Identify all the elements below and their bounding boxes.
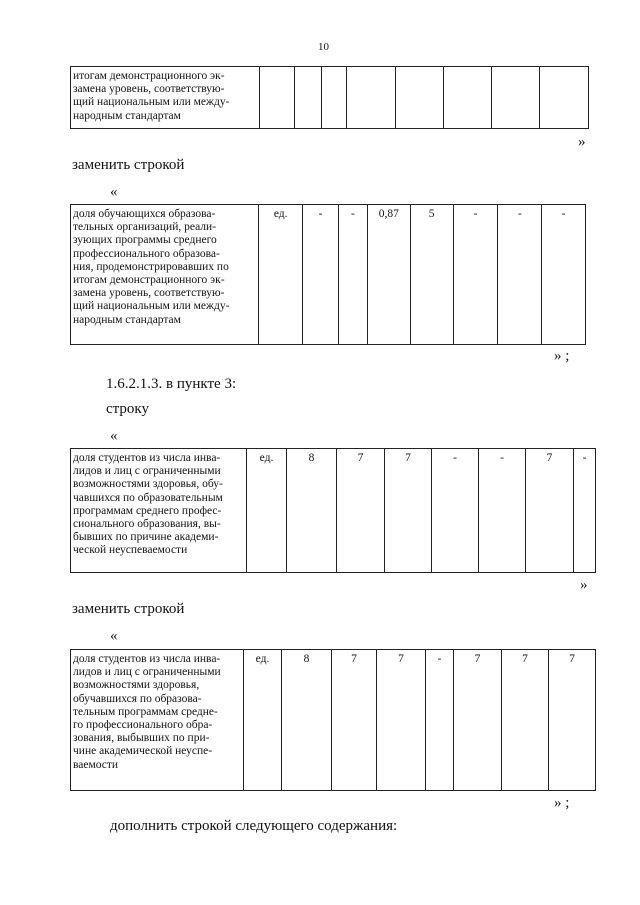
description-line: го профессионального обра- — [73, 719, 213, 732]
table-row-3 — [70, 448, 596, 573]
table-cell — [443, 67, 491, 128]
table-cell: - — [478, 449, 525, 572]
closing-quote: » — [580, 577, 588, 593]
table-cell: 7 — [384, 449, 431, 572]
description-line: программам среднего профес- — [73, 504, 222, 517]
table-cell: - — [431, 449, 478, 572]
replace-instruction: заменить строкой — [72, 157, 185, 173]
supplement-instruction: дополнить строкой следующего содержания: — [110, 818, 398, 834]
description-line: возможностями здоровья, — [73, 679, 200, 692]
row-description — [71, 205, 258, 344]
description-line: ваемости — [73, 758, 119, 771]
description-line: профессионального образова- — [73, 247, 220, 260]
description-line: сионального образования, вы- — [73, 518, 221, 531]
description-line: чине академической неуспе- — [73, 745, 213, 758]
table-cell — [346, 67, 395, 128]
description-line: итогам демонстрационного эк- — [73, 274, 225, 287]
table-cell: 8 — [281, 650, 331, 790]
table-cell: 7 — [331, 650, 376, 790]
description-line: народным стандартам — [73, 313, 181, 326]
row-description — [71, 650, 243, 790]
table-cell: 7 — [525, 449, 573, 572]
description-line: тельным программам средне- — [73, 705, 218, 718]
table-row-4 — [70, 649, 596, 791]
table-cell — [321, 67, 346, 128]
table-cell: 0,87 — [367, 205, 410, 344]
table-row-2 — [70, 204, 586, 345]
description-line: замена уровень, соответствую- — [73, 83, 225, 96]
table-row-1 — [70, 66, 589, 129]
table-cell: 8 — [286, 449, 336, 572]
description-line: доля обучающихся образова- — [73, 208, 216, 220]
table-cell: - — [453, 205, 498, 344]
table-cell — [491, 67, 539, 128]
row-description — [71, 449, 246, 572]
description-line: ния, продемонстрировавших по — [73, 260, 229, 273]
description-line: щий национальным или между- — [73, 96, 230, 109]
replace-instruction: заменить строкой — [72, 601, 185, 617]
row-description — [71, 67, 259, 128]
closing-quote: » — [578, 134, 586, 150]
description-line: доля студентов из числа инва- — [73, 653, 221, 665]
table-cell: - — [573, 449, 595, 572]
table-cell: - — [425, 650, 453, 790]
description-line: ческой неуспеваемости — [73, 544, 188, 557]
closing-quote: » ; — [554, 795, 570, 811]
description-line: щий национальным или между- — [73, 300, 230, 313]
table-cell: - — [541, 205, 585, 344]
opening-quote: « — [110, 184, 118, 200]
description-line: лидов и лиц с ограниченными — [73, 666, 221, 679]
table-cell: - — [338, 205, 367, 344]
description-line: бывших по причине академи- — [73, 531, 219, 544]
description-line: итогам демонстрационного эк- — [73, 70, 225, 82]
table-cell: - — [302, 205, 338, 344]
description-line: народным стандартам — [73, 109, 181, 122]
description-line: лидов и лиц с ограниченными — [73, 465, 221, 478]
table-cell — [294, 67, 321, 128]
table-cell: 7 — [453, 650, 501, 790]
opening-quote: « — [110, 628, 118, 644]
table-cell: 5 — [410, 205, 453, 344]
description-line: зования, выбывших по при- — [73, 732, 210, 745]
table-cell — [395, 67, 443, 128]
description-line: замена уровень, соответствую- — [73, 287, 225, 300]
closing-quote: » ; — [554, 348, 570, 364]
description-line: обучавшихся по образова- — [73, 692, 202, 705]
description-line: возможностями здоровья, обу- — [73, 478, 223, 491]
description-line: зующих программы среднего — [73, 234, 217, 247]
description-line: чавшихся по образовательным — [73, 491, 223, 504]
table-cell — [259, 67, 294, 128]
opening-quote: « — [110, 428, 118, 444]
clause-number: 1.6.2.1.3. в пункте 3: — [106, 376, 237, 392]
table-cell: ед. — [258, 205, 302, 344]
table-cell: 7 — [548, 650, 595, 790]
table-cell: ед. — [243, 650, 281, 790]
description-line: доля студентов из числа инва- — [73, 452, 221, 464]
description-line: тельных организаций, реали- — [73, 221, 217, 234]
page-number: 10 — [318, 41, 329, 53]
table-cell: 7 — [336, 449, 384, 572]
table-cell: ед. — [246, 449, 286, 572]
table-cell: 7 — [501, 650, 548, 790]
table-cell: 7 — [376, 650, 425, 790]
table-cell — [539, 67, 588, 128]
row-word: строку — [106, 401, 149, 417]
table-cell: - — [497, 205, 541, 344]
